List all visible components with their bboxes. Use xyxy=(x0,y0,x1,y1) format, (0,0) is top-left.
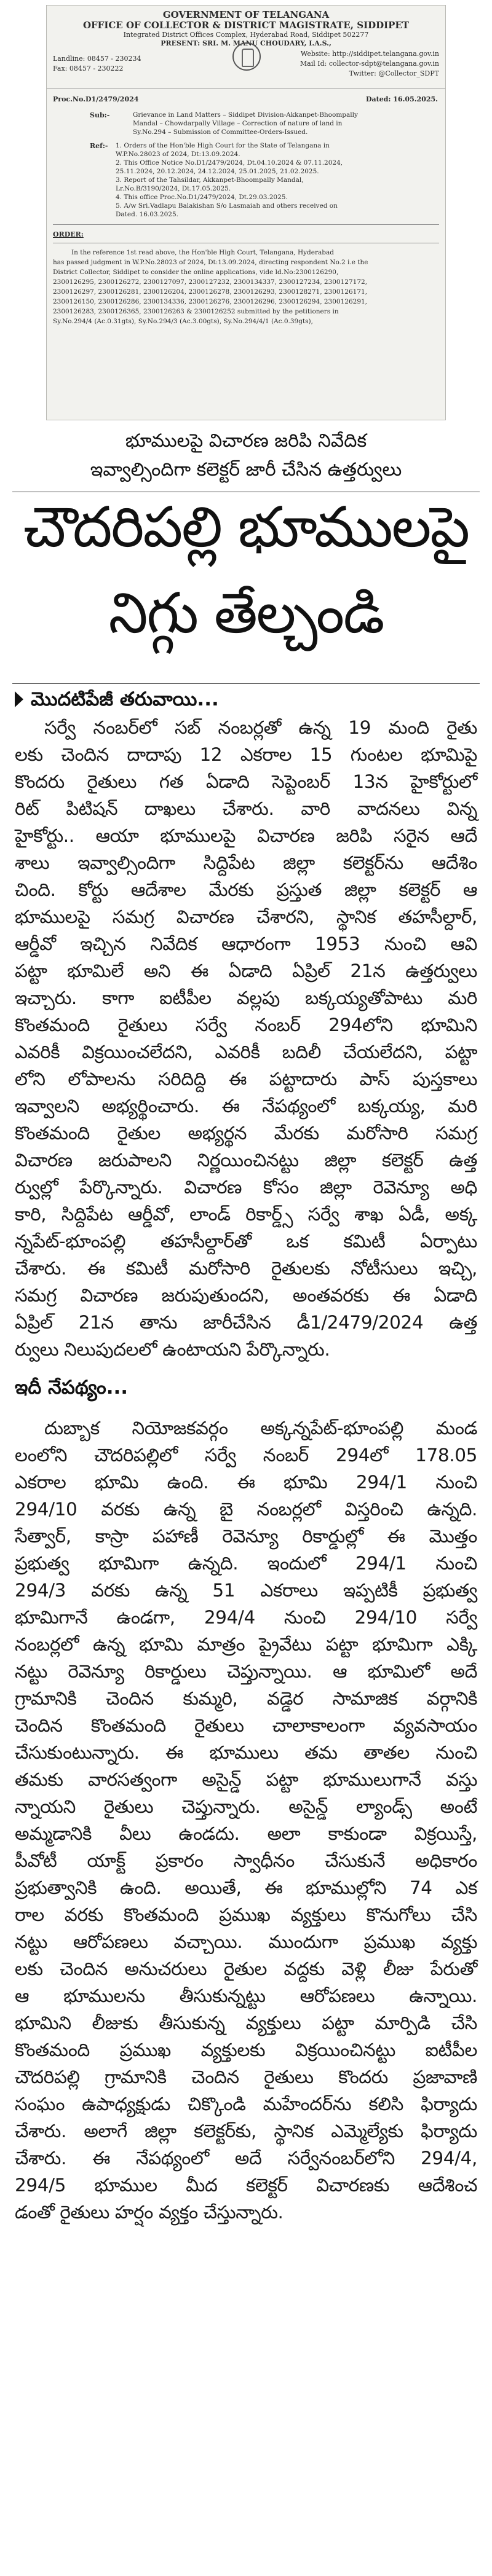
article-line: అమ్మడానికి వీలు ఉండదు. అలా కాకుండా విక్రయిస్తే, xyxy=(15,1823,477,1844)
article-line: 294/10 వరకు ఉన్న బై నంబర్లలో విస్తరించి ఉన్నది. xyxy=(15,1499,477,1520)
order-fax: Fax: 08457 - 230222 xyxy=(53,65,124,73)
article-line: నంబర్లలో ఉన్న భూమి మాత్రం ప్రైవేటు పట్టా భూమిగా ఎక్కి xyxy=(15,1634,477,1655)
article-line: చేసుకుంటున్నారు. ఈ భూములు తమ తాతల నుంచి xyxy=(15,1742,477,1763)
article-line: కొంతమంది రైతుల అభ్యర్థన మేరకు మరోసారి సమగ్ర xyxy=(15,1123,477,1144)
article-line: ఏప్రిల్ 21న తాను జారీచేసిన డీ1/2479/2024 ఉత్త xyxy=(15,1312,477,1333)
article-line: ర్వులు నిలుపుదలలో ఉంటాయని పేర్కొన్నారు. xyxy=(15,1339,330,1360)
order-ref-line: 2. This Office Notice No.D1/2479/2024, Dt.04.10.2024 & 07.11.2024, xyxy=(116,159,343,167)
article-line: న్నపేట్-భూంపల్లి తహసీల్దార్‌తో ఒక కమిటీ ఏర్పాటు xyxy=(15,1231,477,1252)
order-ref-line: 25.11.2024, 20.12.2024, 24.12.2024, 25.01.2025, 21.02.2025. xyxy=(116,168,319,175)
order-sub-line: Mandal – Chowdarpally Village – Correction of nature of land in xyxy=(133,120,343,127)
article-line: రాల వరకు కొంతమంది ప్రముఖ వ్యక్తులు కొనుగోలు చేసి xyxy=(15,1904,477,1925)
order-landline: Landline: 08457 - 230234 xyxy=(53,55,141,63)
order-ref-line: 4. This office Proc.No.D1/2479/2024, Dt.29.03.2025. xyxy=(116,194,288,201)
article-line: ఆ భూములను తీసుకున్నట్టు ఆరోపణలు ఉన్నాయి. xyxy=(15,1985,477,2006)
headline-divider xyxy=(12,683,480,684)
article-line: కొంతమంది రైతులు సర్వే నంబర్ 294లోని భూమిని xyxy=(15,1015,477,1035)
order-website: Website: http://siddipet.telangana.gov.in xyxy=(300,50,439,58)
article-line: చౌదరిపల్లి గ్రామానికి చెందిన రైతులు కొందరు ప్రజావాణి xyxy=(15,2067,477,2087)
article-line: దుబ్బాక నియోజకవర్గం అక్కన్నపేట్-భూంపల్లి మండ xyxy=(44,1418,477,1439)
order-sub-label: Sub:- xyxy=(90,111,110,119)
order-body-line: has passed judgment in W.P.No.28023 of 2024, Dt:13.09.2024, directing respondent No.2 i.e the xyxy=(53,259,368,266)
order-body-line: 2300126295, 2300126272, 2300127097, 2300127232, 2300134337, 2300127234, 2300127172, xyxy=(53,278,368,286)
order-ref-line: Lr.No.B/3190/2024, Dt.17.05.2025. xyxy=(116,185,231,192)
order-label: ORDER: xyxy=(53,230,84,238)
article-line: చేశారు. ఈ నేపథ్యంలో అదే సర్వేనంబర్‌లోని 294/4, xyxy=(15,2148,477,2169)
article-line: సర్వే నంబర్‌లో సబ్ నంబర్లతో ఉన్న 19 మంది రైతు xyxy=(44,717,477,738)
article-line: హైకోర్టు.. ఆయా భూములపై విచారణ జరిపి సరైన ఆదే xyxy=(15,825,477,846)
headline-line-1: చౌదరిపల్లి భూములపై xyxy=(23,495,469,560)
article-line: ప్రభుత్వానికి ఉంది. అయితే, ఈ భూముల్లోని 74 ఎక xyxy=(15,1877,477,1898)
order-email: Mail Id: collector-sdpt@telangana.gov.in xyxy=(300,60,439,68)
order-government: GOVERNMENT OF TELANGANA xyxy=(162,9,330,20)
article-line: సేత్వార్, కాస్రా పహాణీ రెవెన్యూ రికార్డుల్లో ఈ మొత్తం xyxy=(15,1526,477,1547)
order-body-line: 2300126297, 2300126281, 2300126204, 2300126278, 2300126293, 2300128271, 2300126171, xyxy=(53,288,368,296)
order-address: Integrated District Offices Complex, Hyderabad Road, Siddipet 502277 xyxy=(123,31,369,39)
article-line: ఆర్డీవో ఇచ్చిన నివేదిక ఆధారంగా 1953 నుంచి ఆవి xyxy=(15,933,477,954)
headline-line-2: నిగ్గు తేల్చండి xyxy=(108,581,384,646)
article-line: లకు చెందిన అనుచరులు రైతుల వద్దకు వెళ్లి లీజు పేరుతో xyxy=(15,1958,477,1979)
order-twitter: Twitter: @Collector_SDPT xyxy=(349,69,439,77)
order-ref-label: Ref:- xyxy=(90,142,108,150)
article-line: ప్రభుత్వ భూమిగా ఉన్నది. ఇందులో 294/1 నుంచి xyxy=(15,1553,477,1574)
article-line: డంతో రైతులు హర్షం వ్యక్తం చేస్తున్నారు. xyxy=(15,2202,284,2223)
article-line: సంఘం ఉపాధ్యక్షుడు చిక్కొండి మహేందర్‌ను కలిసి ఫిర్యాదు xyxy=(15,2094,477,2115)
order-ref-line: W.P.No.28023 of 2024, Dt:13.09.2024. xyxy=(116,151,240,158)
order-present: PRESENT: SRI. M. MANU CHOUDARY, I.A.S., xyxy=(161,39,331,47)
article-line: కారి, సిద్దిపేట ఆర్డీవో, లాండ్ రికార్డ్స్ సర్వే శాఖ ఏడీ, అక్క xyxy=(15,1204,477,1225)
article-line: గ్రామానికి చెందిన కుమ్మరి, వడ్డెర సామాజిక వర్గానికి xyxy=(15,1688,477,1709)
order-ref-line: 5. A/w Sri.Vadlapu Balakishan S/o Lasmaiah and others received on xyxy=(116,202,338,210)
order-ref-line: 3. Report of the Tahsildar, Akkanpet-Bhoompally Mandal, xyxy=(116,176,304,184)
article-line: చింది. కోర్టు ఆదేశాల మేరకు ప్రస్తుత జిల్లా కలెక్టర్ ఆ xyxy=(15,879,477,900)
article-line: న్నాయని రైతులు చెప్తున్నారు. అసైన్డ్ ల్యాండ్స్ అంటే xyxy=(15,1796,477,1817)
order-body-line: 2300126150, 2300126286, 2300134336, 2300126276, 2300126296, 2300126294, 2300126291, xyxy=(53,298,368,305)
section-continued-title: మొదటిపేజీ తరువాయి... xyxy=(15,688,219,715)
article-line: లంలోని చౌదరిపల్లిలో సర్వే నంబర్ 294లో 178.05 xyxy=(15,1445,477,1466)
order-body-line: In the reference 1st read above, the Hon'ble High Court, Telangana, Hyderabad xyxy=(71,249,334,256)
article-line: ఎకరాల భూమి ఉంది. ఈ భూమి 294/1 నుంచి xyxy=(15,1472,477,1493)
article-line: ఎవరికీ విక్రయించలేదని, ఎవరికీ బదిలీ చేయలేదని, పట్టా xyxy=(15,1042,477,1062)
order-body-line: 2300126283, 2300126365, 2300126263 & 2300126252 submitted by the petitioners in xyxy=(53,308,339,315)
article-line: నట్టు ఆరోపణలు వచ్చాయి. ముందుగా ప్రముఖ వ్యక్తు xyxy=(15,1931,477,1952)
article-line: పట్టా భూమిలే అని ఈ ఏడాది ఏప్రిల్ 21న ఉత్తర్వులు xyxy=(15,960,477,981)
article-line: పీవోటీ యాక్ట్ ప్రకారం స్వాధీనం చేసుకునే అధికారం xyxy=(15,1850,477,1871)
order-proc-no: Proc.No.D1/2479/2024 xyxy=(53,95,139,103)
article-line: రిట్ పిటిషన్ దాఖలు చేశారు. వారి వాదనలు విన్న xyxy=(15,798,477,819)
article-line: తమకు వారసత్వంగా అసైన్డ్ పట్టా భూములుగానే వస్తు xyxy=(15,1769,477,1790)
article-line: భూమిని లీజుకు తీసుకున్న వ్యక్తులు పట్టా మార్పిడి చేసి xyxy=(15,2012,477,2033)
order-sub-line: Grievance in Land Matters – Siddipet Division-Akkanpet-Bhoompally xyxy=(133,111,358,119)
article-line: చేశారు. అలాగే జిల్లా కలెక్టర్‌కు, స్థానిక ఎమ్మెల్యేకు ఫిర్యాదు xyxy=(15,2121,477,2142)
article-line: భూములపై సమగ్ర విచారణ చేశారని, స్థానిక తహసీల్దార్, xyxy=(15,906,477,927)
section-background-title: ఇదీ నేపథ్యం... xyxy=(15,1376,129,1399)
collector-order-image xyxy=(46,5,446,420)
order-dated: Dated: 16.05.2025. xyxy=(365,95,438,103)
article-line: చెందిన కొంతమంది రైతులు చాలాకాలంగా వ్యవసాయం xyxy=(15,1715,477,1736)
article-line: చేశారు. ఈ కమిటీ మరోసారి రైతులకు నోటీసులు ఇచ్చి, xyxy=(15,1258,477,1279)
order-ref-line: Dated. 16.03.2025. xyxy=(116,211,178,218)
article-line: లకు చెందిన దాదాపు 12 ఎకరాల 15 గుంటల భూమిపై xyxy=(15,744,477,765)
article-line: శాలు ఇవ్వాల్సిందిగా సిద్దిపేట జిల్లా కలెక్టర్‌ను ఆదేశిం xyxy=(15,852,477,873)
article-line: 294/3 వరకు ఉన్న 51 ఎకరాలు ఇప్పటికీ ప్రభుత్వ xyxy=(15,1580,477,1601)
order-body-line: Sy.No.294/4 (Ac.0.31gts), Sy.No.294/3 (Ac.3.00gts), Sy.No.294/4/1 (Ac.0.39gts), xyxy=(53,318,313,325)
article-line: నట్టు రెవెన్యూ రికార్డులు చెప్తున్నాయి. ఆ భూమిలో అదే xyxy=(15,1661,477,1682)
article-line: కొంతమంది ప్రముఖ వ్యక్తులకు విక్రయించినట్టు ఐటీపీల xyxy=(15,2040,477,2060)
article-line: ఇవ్వాలని అభ్యర్థించారు. ఈ నేపథ్యంలో బక్కయ్య, మరి xyxy=(15,1096,477,1117)
telangana-emblem-icon xyxy=(232,42,261,71)
order-letterhead xyxy=(47,6,445,88)
photo-caption-line-1: భూములపై విచారణ జరిపి నివేదిక xyxy=(125,430,367,452)
order-ref-line: 1. Orders of the Hon'ble High Court for the State of Telangana in xyxy=(116,142,330,149)
order-sub-line: Sy.No.294 – Submission of Committee-Orders-Issued. xyxy=(133,128,308,136)
article-line: ఇచ్చారు. కాగా ఐటీపీల వల్లపు బక్కయ్యతోపాటు మరి xyxy=(15,988,477,1008)
article-line: సమగ్ర విచారణ జరుపుతుందని, అంతవరకు ఈ ఏడాది xyxy=(15,1285,477,1306)
article-line: లోని లోపాలను సరిదిద్ది ఈ పట్టాదారు పాస్ పుస్తకాలు xyxy=(15,1069,477,1090)
article-line: విచారణ జరుపాలని నిర్ణయించినట్టు జిల్లా కలెక్టర్ ఉత్త xyxy=(15,1150,477,1171)
article-line: భూమిగానే ఉండగా, 294/4 నుంచి 294/10 సర్వే xyxy=(15,1607,477,1628)
article-line: 294/5 భూముల మీద కలెక్టర్ విచారణకు ఆదేశించ xyxy=(15,2175,477,2196)
photo-caption-line-2: ఇవ్వాల్సిందిగా కలెక్టర్ జారీ చేసిన ఉత్తర్వులు xyxy=(90,459,402,481)
article-line: కొందరు రైతులు గత ఏడాది సెప్టెంబర్ 13న హైకోర్టులో xyxy=(15,771,477,792)
arrow-right-icon xyxy=(15,691,23,707)
order-body-line: District Collector, Siddipet to consider the online applications, vide ld.No:2300126290, xyxy=(53,269,339,276)
order-office: OFFICE OF COLLECTOR & DISTRICT MAGISTRATE, SIDDIPET xyxy=(82,20,410,31)
article-line: ర్వుల్లో పేర్కొన్నారు. విచారణ కోసం జిల్లా రెవెన్యూ అధి xyxy=(15,1177,477,1198)
